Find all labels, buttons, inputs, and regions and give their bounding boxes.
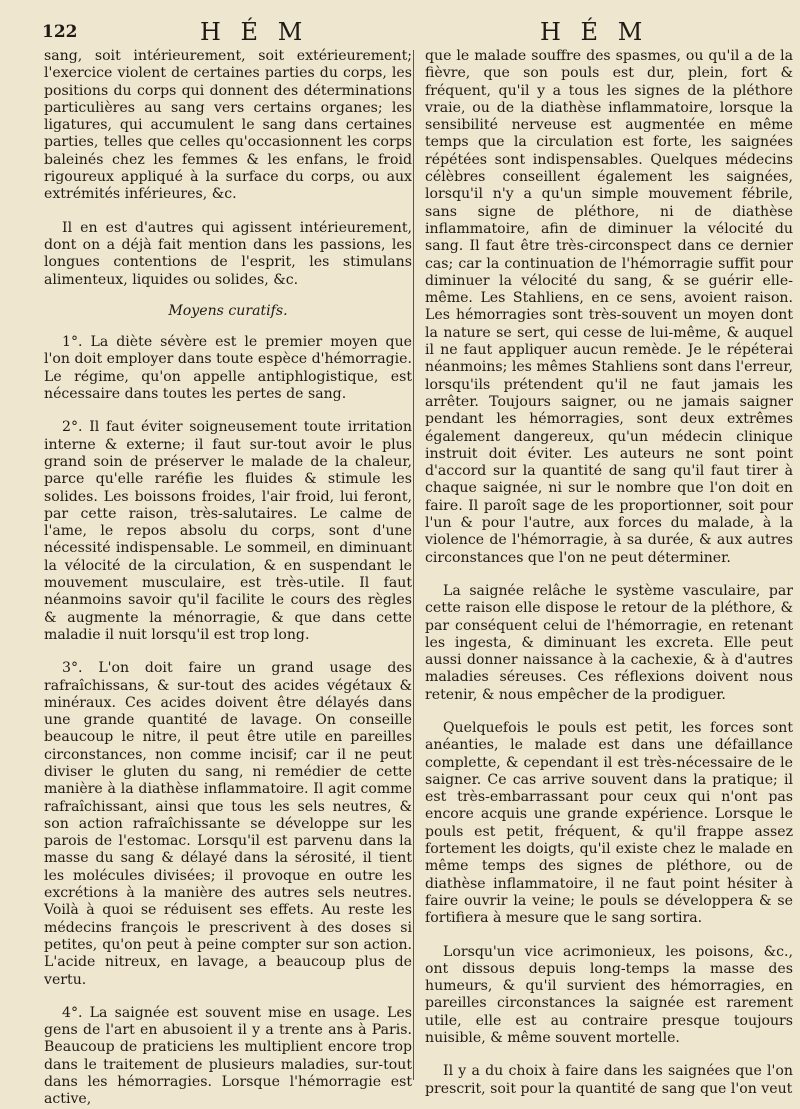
paragraph: sang, soit intérieurement, soit extérieurement; l'exercice violent de certaines parties du corps, les positions du corps qui donnent des déterminations particulières au sang vers certains organes; les ligatures, qui accumulent le sang dans certaines parties, telles que celles qu'occasionnent les corps baleinés chez les femmes & les enfans, le froid rigoureux appliqué à la surface du corps, ou aux extrémités inférieures, &c. (44, 48, 412, 203)
section-heading: Moyens curatifs. (168, 302, 288, 319)
paragraph: 1°. La diète sévère est le premier moyen que l'on doit employer dans toute espèce d'hémorragie. Le régime, qu'on appelle antiphlogistique, est nécessaire dans toutes les pertes de sang. (44, 334, 412, 403)
paragraph: que le malade souffre des spasmes, ou qu'il a de la fièvre, que son pouls est dur, plein, fort & fréquent, qu'il y a tous les signes de la pléthore vraie, ou de la diathèse inflammatoire, lorsque la sensibilité nerveuse est augmentée en même temps que la circulation est forte, les saignées répétées sont indispensables. Quelques médecins célèbres conseillent également les saignées, lorsqu'il n'y a qu'un simple mouvement fébrile, sans signe de pléthore, ni de diathèse inflammatoire, afin de diminuer la vélocité du sang. Il faut être très-circonspect dans ce dernier cas; car la continuation de l'hémorragie suffit pour diminuer la vélocité du sang, & se guérir elle-même. Les Stahliens, en ce sens, avoient raison. Les hémorragies sont très-souvent un moyen dont la nature se sert, qui cesse de lui-même, & auquel il ne faut appliquer aucun remède. Je le répéterai néanmoins; les mêmes Stahliens sont dans l'erreur, lorsqu'ils prétendent qu'il ne faut jamais les arrêter. Toujours saigner, ou ne jamais saigner pendant les hémorragies, sont deux extrêmes également dangereux, qu'un médecin clinique instruit doit éviter. Les auteurs ne sont point d'accord sur la quantité de sang qu'il faut tirer à chaque saignée, ni sur le nombre que l'on doit en faire. Il paroît sage de les proportionner, soit pour l'un & pour l'autre, aux forces du malade, à la violence de l'hémorragie, à sa durée, & aux autres circonstances que l'on ne peut déterminer. (425, 48, 793, 566)
paragraph: Il en est d'autres qui agissent intérieurement, dont on a déjà fait mention dans les passions, les longues contentions de l'esprit, les stimulans alimenteux, liquides ou solides, &c. (44, 219, 412, 288)
paragraph: La saignée relâche le système vasculaire, par cette raison elle dispose le retour de la pléthore, & par conséquent celui de l'hémorragie, en retenant les ingesta, & diminuant les excreta. Elle peut aussi donner naissance à la cachexie, & à d'autres maladies séreuses. Ces réflexions doivent nous retenir, & nous empêcher de la prodiguer. (425, 582, 793, 703)
page-header (0, 14, 800, 48)
left-column (44, 48, 412, 1109)
page-number: 122 (42, 22, 78, 42)
paragraph: Lorsqu'un vice acrimonieux, les poisons, &c., ont dissous depuis long-temps la masse des humeurs, & qu'il survient des hémorragies, en pareilles circonstances la saignée est rarement utile, elle est au contraire presque toujours nuisible, & même souvent mortelle. (425, 943, 793, 1047)
paragraph: 2°. Il faut éviter soigneusement toute irritation interne & externe; il faut sur-tout avoir le plus grand soin de préserver le malade de la chaleur, parce qu'elle raréfie les fluides & stimule les solides. Les boissons froides, l'air froid, lui feront, par cette raison, très-salutaires. Le calme de l'ame, le repos absolu du corps, sont d'une nécessité indispensable. Le sommeil, en diminuant la vélocité de la circulation, & en suspendant le mouvement musculaire, est très-utile. Il faut néanmoins savoir qu'il facilite le cours des règles & augmente la ménorragie, & que dans cette maladie il nuit lorsqu'il est trop long. (44, 419, 412, 643)
paragraph: 4°. La saignée est souvent mise en usage. Les gens de l'art en abusoient il y a trente ans à Paris. Beaucoup de praticiens les multiplient encore trop dans le traitement de plusieurs maladies, sur-tout dans les hémorragies. Lorsque l'hémorragie est active, (44, 1004, 412, 1108)
running-head-left: H É M (200, 18, 309, 46)
running-head-right: H É M (540, 18, 649, 46)
column-divider (413, 50, 414, 1080)
paragraph: Il y a du choix à faire dans les saignées que l'on prescrit, soit pour la quantité de sang que l'on veut (425, 1063, 793, 1097)
paragraph: 3°. L'on doit faire un grand usage des rafraîchissans, & sur-tout des acides végétaux & minéraux. Ces acides doivent être délayés dans une grande quantité de lavage. On conseille beaucoup le nitre, il peut être utile en pareilles circonstances, non comme incisif; car il ne peut diviser le gluten du sang, ni remédier de cette manière à la diathèse inflammatoire. Il agit comme rafraîchissant, ainsi que tous les sels neutres, & son action rafraîchissante se développe sur les parois de l'estomac. Lorsqu'il est parvenu dans la masse du sang & délayé dans la sérosité, il tient les molécules divisées; il provoque en outre les excrétions à la manière des autres sels neutres. Voilà à quoi se réduisent ses effets. Au reste les médecins françois le prescrivent à des doses si petites, qu'on peut à peine compter sur son action. L'acide nitreux, en lavage, a beaucoup plus de vertu. (44, 660, 412, 988)
paragraph: Quelquefois le pouls est petit, les forces sont anéanties, le malade est dans une défaillance complette, & cependant il est très-nécessaire de le saigner. Ce cas arrive souvent dans la pratique; il est très-embarrassant pour ceux qui n'ont pas encore acquis une grande expérience. Lorsque le pouls est petit, fréquent, & qu'il frappe assez fortement les doigts, qu'il existe chez le malade en même temps des signes de pléthore, ou de diathèse inflammatoire, il ne faut point hésiter à faire ouvrir la veine; le pouls se développera & se fortifiera à mesure que le sang sortira. (425, 719, 793, 927)
right-column (425, 48, 793, 1098)
